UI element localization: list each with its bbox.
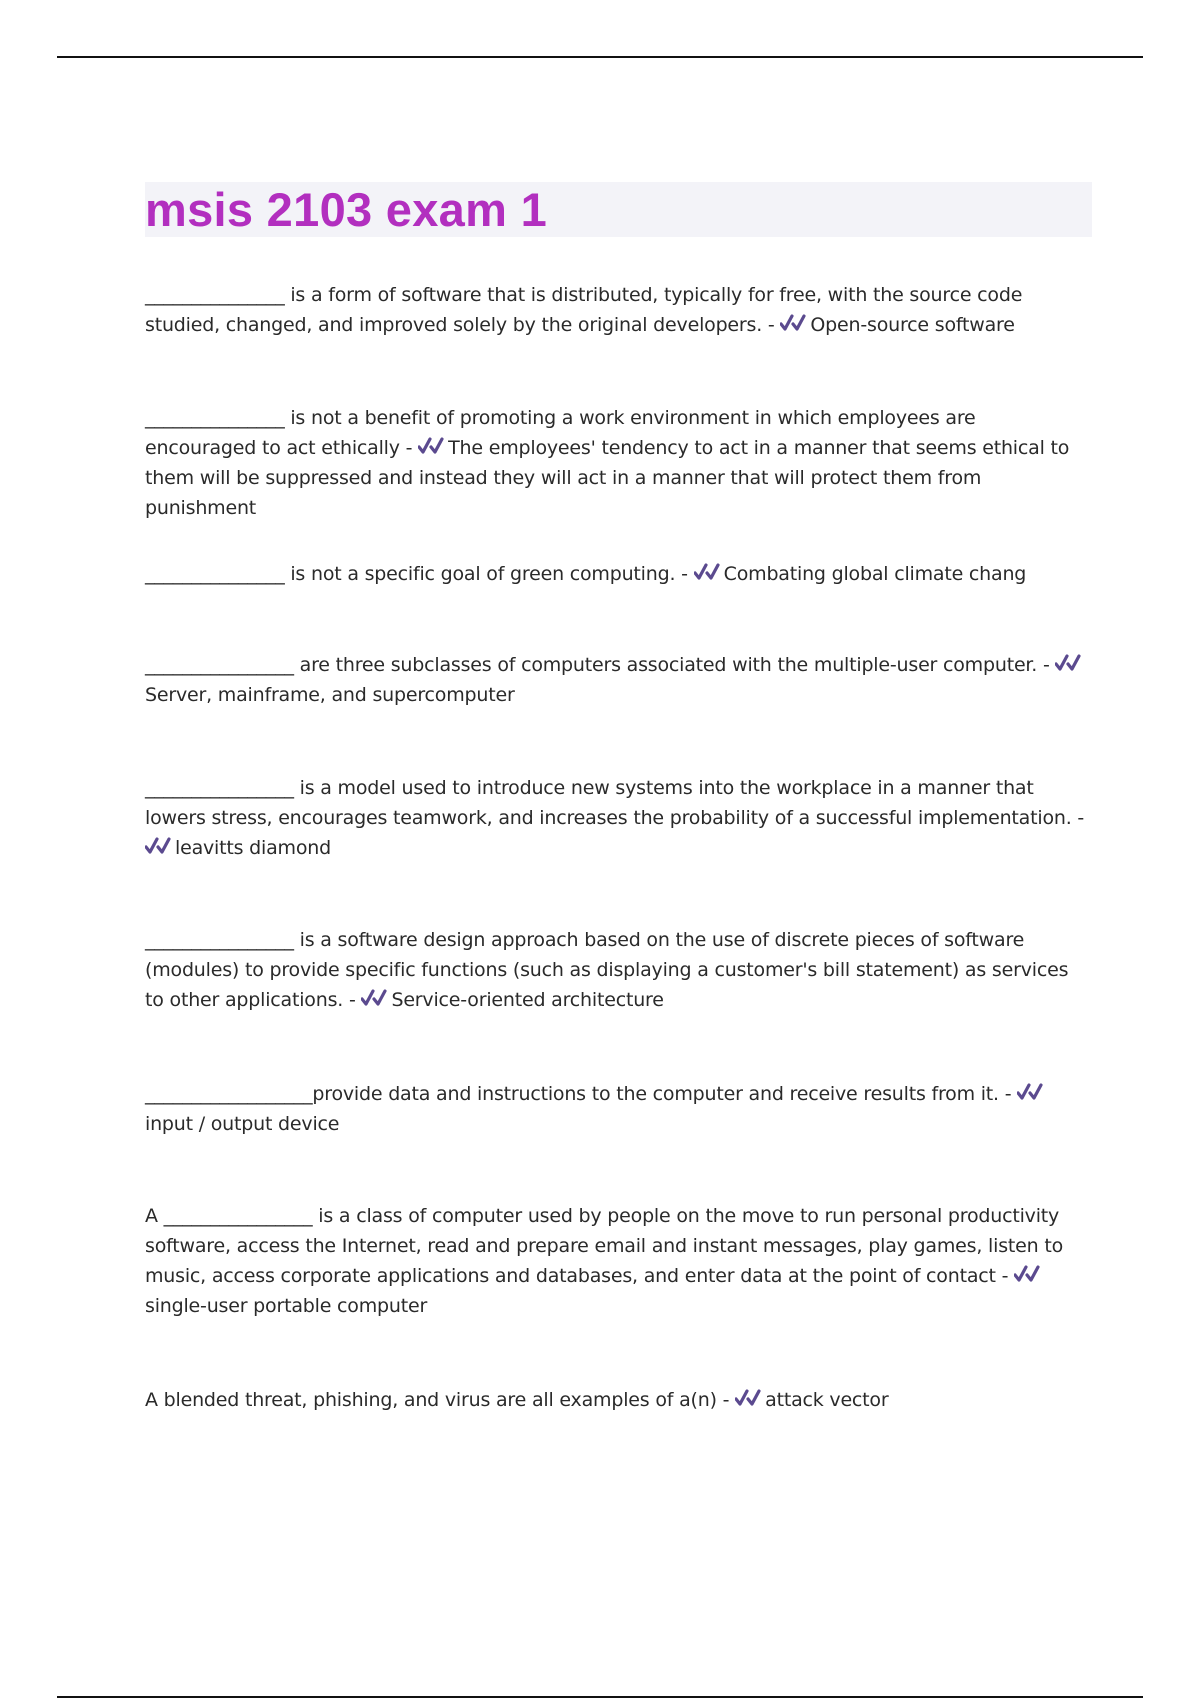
question-text: provide data and instructions to the computer and receive results from it. - (312, 1083, 1018, 1105)
double-check-icon (1055, 652, 1081, 674)
answer-blank: _______________ (145, 563, 285, 585)
question-text: is not a benefit of promoting a work environment in which employees are encouraged to act ethically - (145, 407, 976, 459)
question-text: is a class of computer used by people on the move to run personal productivity software, access the Internet, read and prepare email and instant messages, play games, listen to music, access corporate applications and databases, and enter data at the point of contact - (145, 1205, 1063, 1287)
question-text: is a model used to introduce new systems into the workplace in a manner that lowers stress, encourages teamwork, and increases the probability of a successful implementation. - (145, 777, 1085, 829)
question-3 (145, 559, 1090, 589)
answer-blank: ________________ (145, 777, 294, 799)
answer-text: leavitts diamond (175, 837, 331, 859)
question-2 (145, 403, 1090, 523)
answer-text: single-user portable computer (145, 1295, 428, 1317)
question-6 (145, 925, 1090, 1015)
double-check-icon (145, 835, 171, 857)
question-7 (145, 1079, 1090, 1139)
question-9 (145, 1385, 1090, 1415)
question-text: is a form of software that is distributed, typically for free, with the source code studied, changed, and improved solely by the original developers. - (145, 284, 1023, 336)
double-check-icon (694, 561, 720, 583)
double-check-icon (1014, 1263, 1040, 1285)
question-text: A blended threat, phishing, and virus are all examples of a(n) - (145, 1389, 736, 1411)
question-8 (145, 1201, 1090, 1321)
answer-text: Server, mainframe, and supercomputer (145, 684, 515, 706)
question-1 (145, 280, 1090, 340)
answer-blank: __________________ (145, 1083, 313, 1105)
answer-text: Service-oriented architecture (391, 989, 664, 1011)
bottom-rule (57, 1696, 1143, 1698)
answer-text: Combating global climate chang (723, 563, 1027, 585)
double-check-icon (418, 435, 444, 457)
question-text: is not a specific goal of green computing. - (284, 563, 694, 585)
question-5 (145, 773, 1090, 863)
question-text: are three subclasses of computers associated with the multiple-user computer. - (293, 654, 1056, 676)
double-check-icon (780, 312, 806, 334)
answer-text: The employees' tendency to act in a manner that seems ethical to them will be suppressed and instead they will act in a manner that will protect them from punishment (145, 437, 1070, 519)
answer-blank: ________________ (145, 654, 294, 676)
answer-text: Open-source software (810, 314, 1015, 336)
double-check-icon (1017, 1081, 1043, 1103)
answer-blank: ________________ (145, 929, 294, 951)
document-title: msis 2103 exam 1 (145, 183, 548, 236)
question-text: is a software design approach based on the use of discrete pieces of software (modules) to provide specific functions (such as displaying a customer's bill statement) as services to other applications. - (145, 929, 1069, 1011)
double-check-icon (735, 1387, 761, 1409)
top-rule (57, 56, 1143, 58)
double-check-icon (361, 987, 387, 1009)
answer-blank: ________________ (163, 1205, 313, 1227)
answer-text: attack vector (765, 1389, 889, 1411)
answer-blank: _______________ (145, 407, 285, 429)
question-4 (145, 650, 1090, 710)
question-prefix: A (145, 1205, 164, 1227)
answer-text: input / output device (145, 1113, 340, 1135)
answer-blank: _______________ (145, 284, 285, 306)
